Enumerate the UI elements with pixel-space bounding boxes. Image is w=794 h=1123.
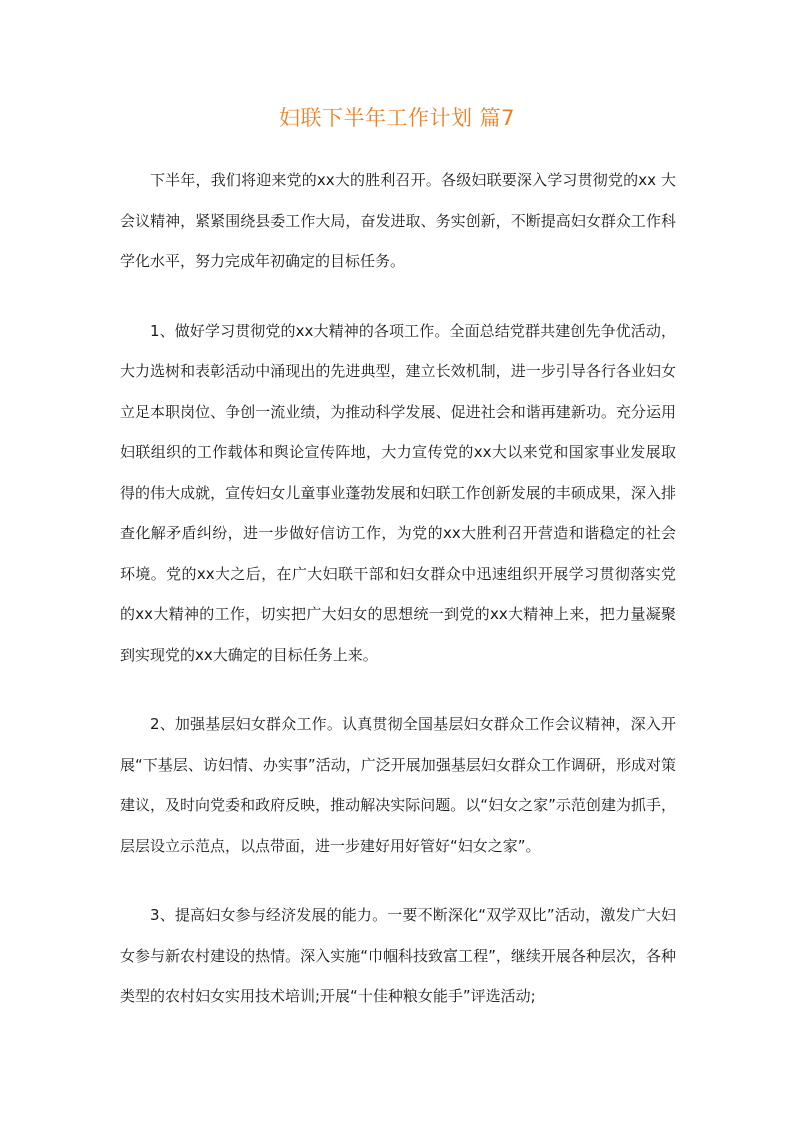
paragraph-item-2: 2、加强基层妇女群众工作。认真贯彻全国基层妇女群众工作会议精神，深入开展“下基层、访妇情、办实事”活动，广泛开展加强基层妇女群众工作调研，形成对策建议，及时向党委和政府反映，推动解决实际问题。以“妇女之家”示范创建为抓手，层层设立示范点，以点带面，进一步建好用好管好“妇女之家”。: [120, 715, 676, 855]
paragraph-item-3: 3、提高妇女参与经济发展的能力。一要不断深化“双学双比”活动，激发广大妇女参与新农村建设的热情。深入实施“巾帼科技致富工程”，继续开展各种层次，各种类型的农村妇女实用技术培训;开展“十佳种粮女能手”评选活动;: [120, 906, 676, 1005]
document-title: 妇联下半年工作计划 篇7: [278, 106, 516, 130]
document-body: [120, 160, 676, 1046]
paragraph-item-1: 1、做好学习贯彻党的xx大精神的各项工作。全面总结党群共建创先争优活动，大力选树和表彰活动中涌现出的先进典型，建立长效机制，进一步引导各行各业妇女立足本职岗位、争创一流业绩，为推动科学发展、促进社会和谐再建新功。充分运用妇联组织的工作载体和舆论宣传阵地，大力宣传党的xx大以来党和国家事业发展取得的伟大成就，宣传妇女儿童事业蓬勃发展和妇联工作创新发展的丰硕成果，深入排查化解矛盾纠纷，进一步做好信访工作，为党的xx大胜利召开营造和谐稳定的社会环境。党的xx大之后，在广大妇联干部和妇女群众中迅速组织开展学习贯彻落实党的xx大精神的工作，切实把广大妇女的思想统一到党的xx大精神上来，把力量凝聚到实现党的xx大确定的目标任务上来。: [120, 321, 676, 664]
paragraph-intro: 下半年，我们将迎来党的xx大的胜利召开。各级妇联要深入学习贯彻党的xx 大会议精神，紧紧围绕县委工作大局，奋发进取、务实创新，不断提高妇女群众工作科学化水平，努力完成年初确定的目标任务。: [120, 171, 676, 270]
